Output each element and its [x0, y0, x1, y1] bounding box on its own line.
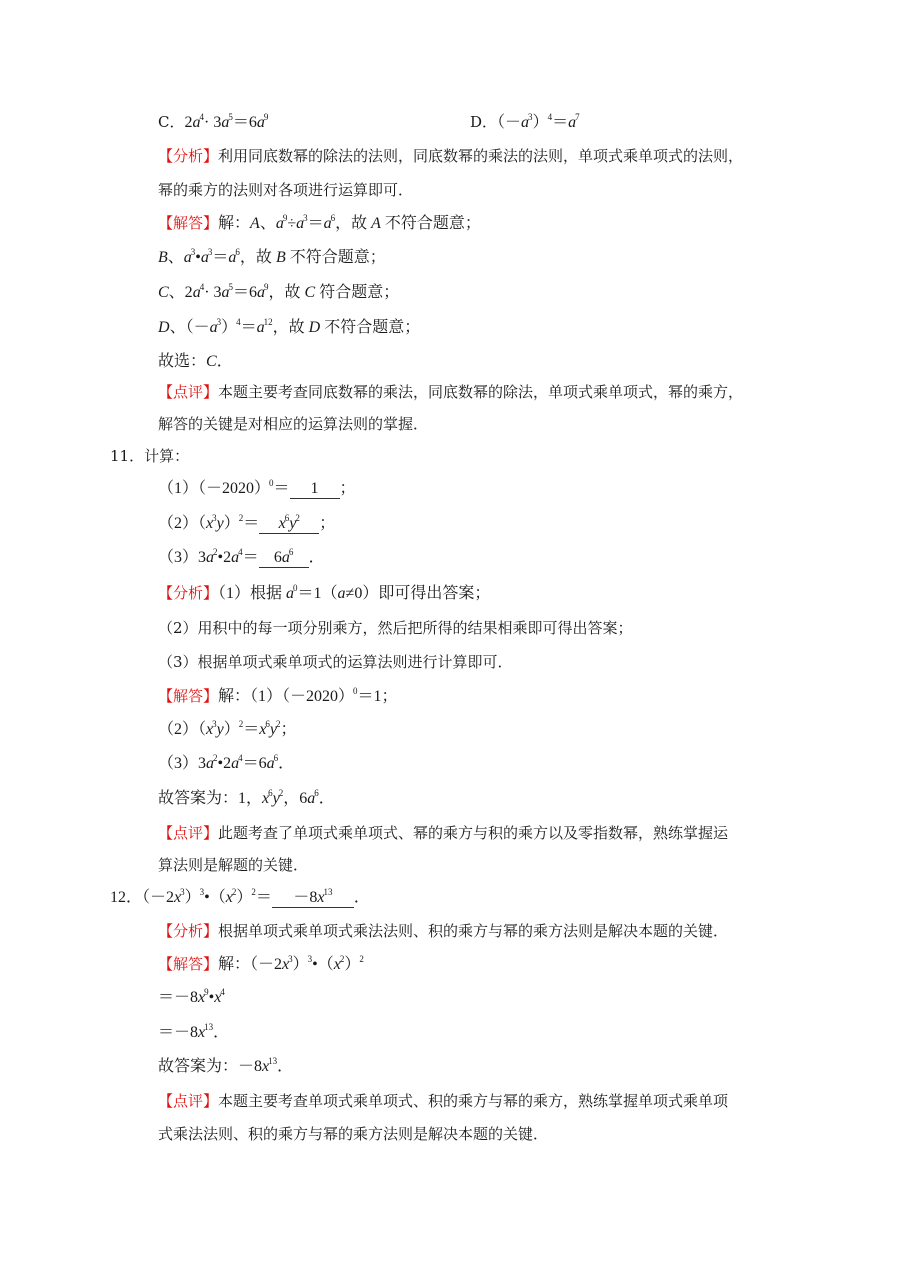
analysis-text: 根据单项式乘单项式乘法法则、积的乘方与幂的乘方法则是解决本题的关键．: [218, 922, 729, 940]
analysis-tag: 【分析】: [158, 147, 219, 165]
analysis-tag: 【分析】: [158, 584, 219, 602]
answer-tag: 【解答】: [158, 214, 219, 232]
review-text: 此题考查了单项式乘单项式、幂的乘方与积的乘方以及零指数幂，熟练掌握运: [218, 824, 729, 842]
q11-answer-line-2: $(2)(x^3y)^2=x^6y^2$；: [158, 719, 297, 738]
analysis-tag: 【分析】: [158, 922, 219, 940]
q12-answer-final: 故答案为：$-8x^{13}$．: [158, 1056, 294, 1075]
q11-answer-final: 故答案为：1，$x^6y^2$，$6a^6$．: [158, 788, 335, 807]
q12-title: 12．$(-2x^3)^3•(x^2)^2= -8x^{13}$ ．: [110, 887, 370, 906]
answer-line: 解：$(-2x^3)^3•(x^2)^2$: [218, 954, 364, 973]
q11-item-2: $(2)(x^3y)^2= x^6y^2$ ；: [158, 513, 336, 532]
q11-analysis: [158, 583, 490, 604]
review-tag: 【点评】: [158, 824, 219, 842]
q12-answer-line-3: $=-8x^{13}$．: [158, 1022, 230, 1041]
option-expression: $2a^4\cdot 3a^5=6a^9$: [184, 112, 269, 131]
option-expression: $(-a^3)^4=a^7$: [497, 112, 580, 131]
review-tag: 【点评】: [158, 1092, 219, 1110]
q11-analysis-line-2: （2）用积中的每一项分别乘方，然后把所得的结果相乘即可得出答案；: [158, 619, 633, 637]
q12-review-cont: 式乘法法则、积的乘方与幂的乘方法则是解决本题的关键．: [158, 1125, 549, 1143]
q10-review-cont: 解答的关键是对相应的运算法则的掌握．: [158, 415, 429, 433]
q11-review: [158, 823, 728, 843]
q10-review: [158, 382, 743, 402]
answer-tag: 【解答】: [158, 955, 219, 973]
q10-answer: [158, 213, 481, 234]
q10-analysis-cont: 幂的乘方的法则对各项进行运算即可．: [158, 181, 414, 199]
option-label: C．: [158, 113, 185, 131]
review-tag: 【点评】: [158, 383, 219, 401]
analysis-text: 利用同底数幂的除法的法则，同底数幂的乘法的法则，单项式乘单项式的法则，: [218, 147, 744, 165]
answer-tag: 【解答】: [158, 687, 219, 705]
q11-review-cont: 算法则是解题的关键．: [158, 856, 309, 874]
q10-analysis: [158, 146, 743, 166]
analysis-line: （1）根据 $a^0=1(a\ne 0)$即可得出答案；: [218, 583, 491, 602]
q11-title: 11．计算：: [110, 447, 190, 465]
review-text: 本题主要考查单项式乘单项式、积的乘方与幂的乘方，熟练掌握单项式乘单项: [218, 1092, 729, 1110]
q10-option-c: [158, 112, 268, 133]
q11-analysis-line-3: （3）根据单项式乘单项式的运算法则进行计算即可．: [158, 653, 513, 671]
option-label: D．: [470, 113, 498, 131]
q10-answer-line-c: C、$2a^4\cdot 3a^5=6a^9$，故 C 符合题意；: [158, 282, 400, 301]
q10-option-d: [470, 112, 580, 133]
q10-answer-line-d: D、$(-a^3)^4=a^{12}$，故 D 不符合题意；: [158, 317, 421, 336]
q12-answer: [158, 954, 364, 975]
q12-answer-line-2: $=-8x^9•x^4$: [158, 987, 225, 1006]
q11-answer-line-3: $(3)3a^2•2a^4=6a^6$．: [158, 753, 295, 772]
answer-line: 解：A、$a^9\div a^3=a^6$，故 A 不符合题意；: [218, 213, 481, 232]
answer-line: 解：$(1)(-2020)^0=1$；: [218, 686, 398, 705]
q12-review: [158, 1091, 728, 1111]
q11-item-3: $(3)3a^2•2a^4= 6a^6$ ．: [158, 547, 325, 566]
review-text: 本题主要考查同底数幂的乘法，同底数幂的除法，单项式乘单项式，幂的乘方，: [218, 383, 744, 401]
q11-item-1: $(1)(-2020)^0= 1$ ；: [158, 478, 356, 497]
q10-answer-line-b: B、$a^3•a^3=a^6$，故 B 不符合题意；: [158, 247, 386, 266]
q11-answer: [158, 686, 398, 707]
q10-answer-choice: 故选：C．: [158, 353, 233, 370]
q12-analysis: [158, 921, 728, 941]
